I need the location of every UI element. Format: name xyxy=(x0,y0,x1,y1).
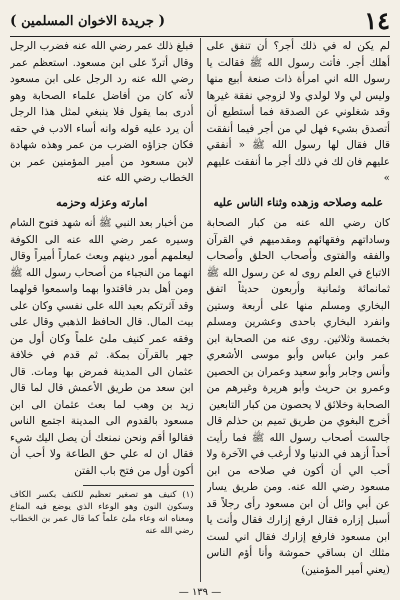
page-header xyxy=(10,6,390,37)
page-number: ١٤ xyxy=(364,6,390,35)
left-col-para-1: فبلغ ذلك عمر رضي الله عنه فضرب الرجل وقال أتردّ على ابن مسعود. استعظم عمر رضي الله عنه رد الرجل على ابن مسعود لأنه كان من أفاضل علماء الصحابة وهو أدرى بما يقول فلا ينبغي لمثل هذا الرجل أن يرد عليه قوله وانه أساء الادب في حقه فكان جزاؤه الضرب من عمر وهذه شهادة لابن مسعود من أمير المؤمنين عمر بن الخطاب رضي الله عنه xyxy=(10,40,194,184)
bottom-page-mark: — ١٣٩ — xyxy=(178,587,222,598)
column-divider xyxy=(200,38,201,582)
section-heading-knowledge: علمه وصلاحه وزهده وثناء الناس عليه xyxy=(213,195,384,209)
journal-title: ( جريدة الاخوان المسلمين ) xyxy=(10,13,166,29)
left-col-para-2: من أخبار بعد النبي ﷺ أنه شهد فتوح الشام وسيره عمر رضي الله عنه الى الكوفة ليعلمهم أمور دينهم وبعث عماراً أميراً وقال انهما من النجباء من أصحاب رسول الله ﷺ ومن أهل بدر فاقتدوا بهما واسمعوا قولهما وقد آثرتكم بعبد الله على نفسي وكان على بيت المال. قال الحافظ الذهبي وقال على وفقه عمر كنيف ملئ علماً وكان أول من جهر بالقرآن بمكة. ثم قدم في خلافة عثمان الى المدينة فمرض بها ومات. قال ابن سعد من طريق الأعمش قال لما قال زيد بن وهب لما بعث عثمان الى ابن مسعود بالقدوم الى المدينة اجتمع الناس فقالوا أقم ونحن نمنعك أن يصل اليك شيء فقال ان له علي حق الطاعة ولا أحب أن أكون أول من فتح باب الفتن xyxy=(10,217,194,477)
footnote-rule xyxy=(83,485,193,486)
right-col-para-2: كان رضي الله عنه من كبار الصحابة وساداتهم وفقهائهم ومقدميهم في القرآن والفقه والفتوى وأصحاب الحلق وأصحاب الاتباع في العلم روى له عن رسول الله ﷺ ثمانمائة وثمانية وأربعون حديثاً اتفق البخاري ومسلم منها على أربعة وستين وانفرد البخاري باحدى وعشرين ومسلم بخمسة وثلاثين. روى عنه من الصحابة ابن عمر وابن عباس وأبو موسى الأشعري وأنس وجابر وأبو سعيد وعمران بن الحصين وعمرو بن حريث وأبو هريرة وغيرهم من الصحابة وخلائق لا يحصون من كبار التابعين xyxy=(206,217,390,411)
journal-title-text: جريدة الاخوان المسلمين xyxy=(21,14,154,29)
right-col-para-3: أخرج البغوي من طريق تميم بن حذلم قال جالست أصحاب رسول الله ﷺ فما رأيت أحداً أزهد في الدنيا ولا أرغب في الآخرة ولا أحب الي أن أكون في صلاحه من ابن مسعود رضي الله عنه. ومن طريق يسار عن أبي وائل أن ابن مسعود رأى رجلاً قد أسبل إزاره فقال ارفع إزارك فقال وأنت يا ابن مسعود فارفع إزارك فقال اني لست مثلك ان بساقي حموشة وأنا أؤم الناس (يعني أمير المؤمنين) xyxy=(206,415,390,576)
right-column xyxy=(207,38,391,582)
article-columns xyxy=(10,38,390,582)
left-column xyxy=(10,38,194,582)
right-col-para-1: لم يكن له في ذلك أجر؟ أن تنفق على أهلك أجر. فأتت رسول الله ﷺ فقالت يا رسول الله اني امرأة ذات صنعة أبيع منها وليس لي ولا لولدي ولا لزوجي نفقة غيرها وقد شغلوني عن الصدقة فما أستطيع أن أتصدق بشيء فهل لي من أجر فيما أنفقت قال فقال لها رسول الله ﷺ « أنفقي عليهم فان لك في ذلك أجر ما أنفقت عليهم » xyxy=(206,40,390,184)
footnote: (١) كنيف هو تصغير تعظيم للكنف بكسر الكاف وسكون النون وهو الوعاء الذي يوضع فيه المتاع ومعناه انه وعاء ملئ علماً كما قال عمر بن الخطاب رضي الله عنه xyxy=(10,490,194,536)
section-heading-governorship: امارته وعزله وحزمه xyxy=(56,195,148,209)
